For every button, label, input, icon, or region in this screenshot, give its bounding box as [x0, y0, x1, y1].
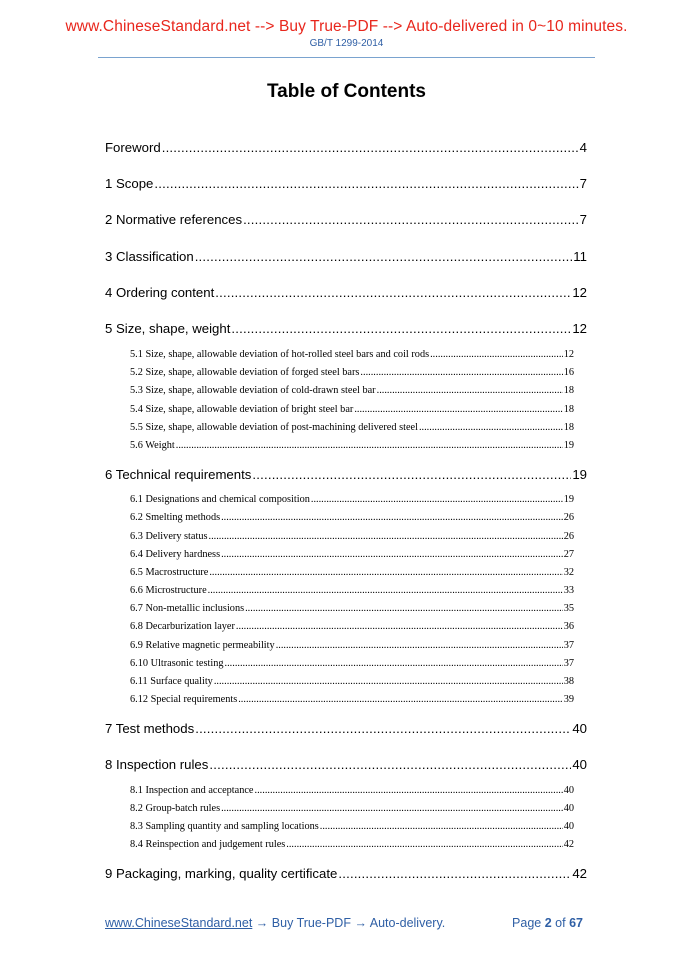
header-divider: [98, 57, 595, 58]
arrow-right-icon: →: [354, 916, 367, 930]
leader-dots: [195, 249, 573, 264]
toc-entry-label: 7 Test methods: [105, 721, 195, 736]
toc-subentry-8-3[interactable]: [130, 821, 574, 832]
toc-entry-page: 19: [572, 467, 587, 482]
toc-entry-inspection-rules[interactable]: [105, 757, 587, 772]
toc-subentry-6-2[interactable]: [130, 512, 574, 523]
footer-buy-link[interactable]: Buy True-PDF: [271, 916, 351, 930]
toc-entry-test-methods[interactable]: [105, 721, 587, 736]
toc-entry-label: 5.4 Size, shape, allowable deviation of bright steel bar: [130, 404, 354, 415]
toc-entry-label: 6.3 Delivery status: [130, 531, 208, 542]
toc-entry-label: 3 Classification: [105, 249, 194, 264]
toc-subentry-8-2[interactable]: [130, 803, 574, 814]
toc-entry-label: 6.10 Ultrasonic testing: [130, 658, 224, 669]
toc-entry-page: 18: [563, 404, 574, 415]
toc-entry-page: 12: [572, 285, 587, 300]
footer-site-link[interactable]: www.ChineseStandard.net: [105, 916, 253, 930]
toc-entry-label: 8.4 Reinspection and judgement rules: [130, 839, 286, 850]
toc-entry-page: 36: [563, 621, 574, 632]
toc-entry-label: Foreword: [105, 140, 161, 155]
toc-entry-label: 5.2 Size, shape, allowable deviation of forged steel bars: [130, 367, 360, 378]
leader-dots: [209, 757, 571, 772]
toc-entry-label: 1 Scope: [105, 176, 154, 191]
toc-entry-label: 8.3 Sampling quantity and sampling locations: [130, 821, 319, 832]
toc-subentry-5-2[interactable]: [130, 367, 574, 378]
toc-subentry-6-1[interactable]: [130, 494, 574, 505]
toc-entry-label: 5.3 Size, shape, allowable deviation of cold-drawn steel bar: [130, 385, 376, 396]
leader-dots: [208, 585, 563, 596]
leader-dots: [221, 803, 563, 814]
toc-entry-page: 39: [563, 694, 574, 705]
toc-subentry-6-9[interactable]: [130, 640, 574, 651]
leader-dots: [209, 567, 562, 578]
toc-entry-page: 40: [563, 821, 574, 832]
leader-dots: [176, 440, 563, 451]
leader-dots: [221, 512, 563, 523]
leader-dots: [154, 176, 578, 191]
leader-dots: [255, 785, 563, 796]
toc-subentry-6-8[interactable]: [130, 621, 574, 632]
toc-entry-label: 6.6 Microstructure: [130, 585, 207, 596]
toc-entry-page: 26: [563, 512, 574, 523]
toc-entry-label: 6.5 Macrostructure: [130, 567, 209, 578]
toc-subentry-5-4[interactable]: [130, 404, 574, 415]
toc-entry-label: 5.6 Weight: [130, 440, 175, 451]
toc-entry-page: 32: [563, 567, 574, 578]
leader-dots: [354, 404, 562, 415]
toc-entry-technical-requirements[interactable]: [105, 467, 587, 482]
page-footer: [105, 916, 587, 930]
toc-subentry-6-7[interactable]: [130, 603, 574, 614]
leader-dots: [430, 349, 563, 360]
toc-entry-label: 2 Normative references: [105, 212, 243, 227]
toc-subentry-6-12[interactable]: [130, 694, 574, 705]
toc-entry-ordering-content[interactable]: [105, 285, 587, 300]
leader-dots: [231, 321, 571, 336]
toc-entry-normative-references[interactable]: [105, 212, 587, 227]
toc-entry-label: 5.1 Size, shape, allowable deviation of hot-rolled steel bars and coil rods: [130, 349, 430, 360]
total-pages: 67: [569, 916, 583, 930]
toc-entry-page: 27: [563, 549, 574, 560]
toc-entry-page: 40: [572, 757, 587, 772]
footer-delivery-text: Auto-delivery.: [369, 916, 446, 930]
toc-entry-label: 6 Technical requirements: [105, 467, 252, 482]
toc-entry-label: 5 Size, shape, weight: [105, 321, 231, 336]
toc-entry-page: 7: [579, 176, 587, 191]
toc-entry-page: 37: [563, 640, 574, 651]
toc-entry-page: 7: [579, 212, 587, 227]
toc-subentry-6-10[interactable]: [130, 658, 574, 669]
toc-entry-page: 42: [572, 866, 587, 881]
toc-entry-page: 40: [563, 803, 574, 814]
toc-subentry-5-3[interactable]: [130, 385, 574, 396]
leader-dots: [215, 285, 571, 300]
toc-entry-page: 40: [563, 785, 574, 796]
leader-dots: [238, 694, 562, 705]
toc-entry-page: 18: [563, 422, 574, 433]
toc-entry-label: 8 Inspection rules: [105, 757, 209, 772]
toc-entry-page: 16: [563, 367, 574, 378]
standard-code: GB/T 1299-2014: [309, 38, 384, 49]
toc-entry-label: 6.12 Special requirements: [130, 694, 238, 705]
toc-subentry-6-6[interactable]: [130, 585, 574, 596]
of-word: of: [555, 916, 566, 930]
toc-entry-page: 42: [563, 839, 574, 850]
leader-dots: [195, 721, 571, 736]
toc-subentry-5-1[interactable]: [130, 349, 574, 360]
toc-subentry-8-4[interactable]: [130, 839, 574, 850]
page-word: Page: [512, 916, 542, 930]
toc-entry-label: 6.7 Non-metallic inclusions: [130, 603, 245, 614]
toc-entry-label: 5.5 Size, shape, allowable deviation of post-machining delivered steel: [130, 422, 418, 433]
page-number: 2: [544, 916, 552, 930]
leader-dots: [320, 821, 563, 832]
toc-entry-page: 35: [563, 603, 574, 614]
leader-dots: [162, 140, 579, 155]
page-title: Table of Contents: [266, 81, 427, 102]
toc-subentry-8-1[interactable]: [130, 785, 574, 796]
toc-entry-label: 4 Ordering content: [105, 285, 215, 300]
leader-dots: [286, 839, 562, 850]
toc-entry-label: 6.11 Surface quality: [130, 676, 213, 687]
leader-dots: [419, 422, 563, 433]
toc-entry-page: 26: [563, 531, 574, 542]
toc-entry-page: 11: [573, 249, 587, 264]
leader-dots: [311, 494, 563, 505]
toc-entry-label: 6.8 Decarburization layer: [130, 621, 235, 632]
toc-entry-foreword[interactable]: [105, 140, 587, 155]
leader-dots: [236, 621, 563, 632]
toc-subentry-5-5[interactable]: [130, 422, 574, 433]
toc-subentry-5-6[interactable]: [130, 440, 574, 451]
toc-entry-label: 6.4 Delivery hardness: [130, 549, 221, 560]
toc-entry-page: 40: [572, 721, 587, 736]
toc-entry-label: 8.1 Inspection and acceptance: [130, 785, 254, 796]
toc-entry-label: 6.2 Smelting methods: [130, 512, 221, 523]
toc-entry-label: 6.9 Relative magnetic permeability: [130, 640, 275, 651]
leader-dots: [209, 531, 563, 542]
arrow-right-icon: →: [255, 916, 269, 930]
leader-dots: [360, 367, 562, 378]
leader-dots: [338, 866, 571, 881]
toc-entry-page: 38: [563, 676, 574, 687]
toc-subentry-6-3[interactable]: [130, 531, 574, 542]
toc-entry-page: 37: [563, 658, 574, 669]
page-indicator: [512, 916, 583, 930]
leader-dots: [252, 467, 571, 482]
toc-entry-page: 12: [572, 321, 587, 336]
toc-entry-scope[interactable]: [105, 176, 587, 191]
leader-dots: [245, 603, 563, 614]
promo-banner[interactable]: www.ChineseStandard.net --> Buy True-PDF --> Auto-delivered in 0~10 minutes.: [65, 18, 628, 35]
toc-entry-label: 8.2 Group-batch rules: [130, 803, 221, 814]
toc-entry-packaging-marking[interactable]: [105, 866, 587, 881]
leader-dots: [243, 212, 579, 227]
toc-subentry-6-5[interactable]: [130, 567, 574, 578]
toc-entry-page: 33: [563, 585, 574, 596]
toc-entry-page: 12: [563, 349, 574, 360]
leader-dots: [377, 385, 563, 396]
toc-entry-label: 9 Packaging, marking, quality certificate: [105, 866, 338, 881]
leader-dots: [225, 658, 563, 669]
leader-dots: [214, 676, 563, 687]
toc-subentry-6-4[interactable]: [130, 549, 574, 560]
toc-subentry-6-11[interactable]: [130, 676, 574, 687]
toc-entry-page: 18: [563, 385, 574, 396]
toc-entry-page: 4: [579, 140, 587, 155]
leader-dots: [276, 640, 563, 651]
toc-entry-size-shape-weight[interactable]: [105, 321, 587, 336]
toc-entry-label: 6.1 Designations and chemical composition: [130, 494, 310, 505]
toc-entry-page: 19: [563, 494, 574, 505]
toc-entry-page: 19: [563, 440, 574, 451]
toc-entry-classification[interactable]: [105, 249, 587, 264]
leader-dots: [221, 549, 563, 560]
